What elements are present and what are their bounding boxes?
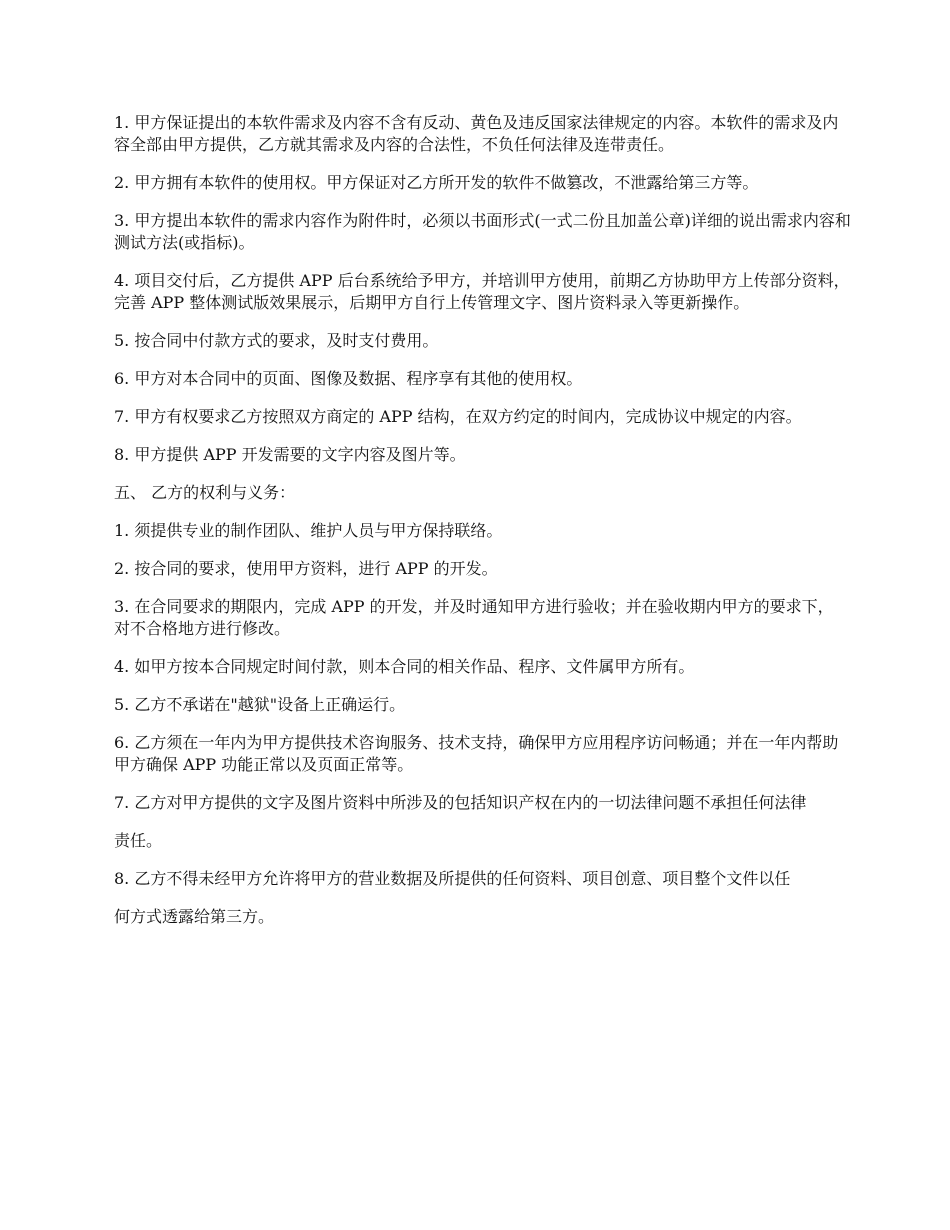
paragraph-buyer-2: 2. 甲方拥有本软件的使用权。甲方保证对乙方所开发的软件不做篡改，不泄露给第三方等。 [114, 173, 759, 192]
paragraph-buyer-5: 5. 按合同中付款方式的要求，及时支付费用。 [114, 331, 439, 350]
paragraph-seller-7: 7. 乙方对甲方提供的文字及图片资料中所涉及的包括知识产权在内的一切法律问题不承担任何法律 [114, 793, 807, 812]
paragraph-buyer-4: 4. 项目交付后，乙方提供 APP 后台系统给予甲方，并培训甲方使用，前期乙方协助甲方上传部分资料，完善 APP 整体测试版效果展示，后期甲方自行上传管理文字、图片资料录入等更新操作。 [114, 271, 850, 312]
paragraph-buyer-3: 3. 甲方提出本软件的需求内容作为附件时，必须以书面形式(一式二份且加盖公章)详细的说出需求内容和测试方法(或指标)。 [114, 211, 851, 252]
paragraph-seller-2: 2. 按合同的要求，使用甲方资料，进行 APP 的开发。 [114, 559, 498, 578]
paragraph-seller-7-continued: 责任。 [114, 831, 163, 850]
paragraph-seller-6: 6. 乙方须在一年内为甲方提供技术咨询服务、技术支持，确保甲方应用程序访问畅通；并在一年内帮助甲方确保 APP 功能正常以及页面正常等。 [114, 733, 839, 774]
paragraph-seller-5: 5. 乙方不承诺在"越狱"设备上正确运行。 [114, 695, 406, 714]
paragraph-buyer-8: 8. 甲方提供 APP 开发需要的文字内容及图片等。 [114, 445, 466, 464]
paragraph-buyer-7: 7. 甲方有权要求乙方按照双方商定的 APP 结构，在双方约定的时间内，完成协议中规定的内容。 [114, 407, 802, 426]
document-body [114, 112, 854, 944]
paragraph-buyer-6: 6. 甲方对本合同中的页面、图像及数据、程序享有其他的使用权。 [114, 369, 583, 388]
paragraph-seller-3: 3. 在合同要求的期限内，完成 APP 的开发，并及时通知甲方进行验收；并在验收期内甲方的要求下， 对不合格地方进行修改。 [114, 597, 834, 638]
paragraph-seller-8: 8. 乙方不得未经甲方允许将甲方的营业数据及所提供的任何资料、项目创意、项目整个文件以任 [114, 869, 791, 888]
section-heading-seller-rights: 五、 乙方的权利与义务： [114, 483, 296, 502]
paragraph-seller-1: 1. 须提供专业的制作团队、维护人员与甲方保持联络。 [114, 521, 503, 540]
paragraph-seller-8-continued: 何方式透露给第三方。 [114, 907, 275, 926]
paragraph-buyer-1: 1. 甲方保证提出的本软件需求及内容不含有反动、黄色及违反国家法律规定的内容。本软件的需求及内容全部由甲方提供，乙方就其需求及内容的合法性，不负任何法律及连带责任。 [114, 113, 839, 154]
paragraph-seller-4: 4. 如甲方按本合同规定时间付款，则本合同的相关作品、程序、文件属甲方所有。 [114, 657, 695, 676]
